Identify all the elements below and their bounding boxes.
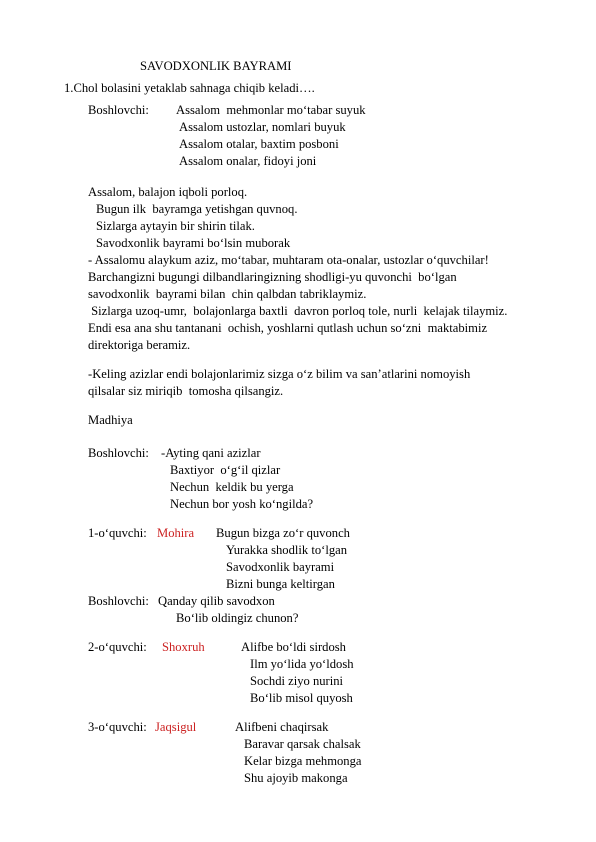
speaker-label: 1-o‘quvchi:: [88, 526, 147, 540]
speech-line: -Keling azizlar endi bolajonlarimiz sizga o‘z bilim va san’atlarini nomoyish: [88, 367, 471, 381]
speech-line: direktoriga beramiz.: [88, 338, 191, 352]
speech-line: Barchangizni bugungi dilbandlaringizning shodligi-yu quvonchi bo‘lgan: [88, 270, 457, 284]
poem-line: Alifbeni chaqirsak: [235, 720, 329, 734]
section-heading: Madhiya: [88, 413, 133, 427]
poem-line: Sizlarga aytayin bir shirin tilak.: [96, 219, 255, 233]
speaker-label: 2-o‘quvchi:: [88, 640, 147, 654]
poem-line: Savodxonlik bayrami bo‘lsin muborak: [96, 236, 291, 250]
speaker-label: Boshlovchi:: [88, 446, 149, 460]
poem-line: Shu ajoyib makonga: [244, 771, 348, 785]
poem-line: Assalom mehmonlar mo‘tabar suyuk: [176, 103, 366, 117]
poem-line: Bizni bunga keltirgan: [226, 577, 335, 591]
poem-line: Alifbe bo‘ldi sirdosh: [241, 640, 346, 654]
poem-line: Assalom onalar, fidoyi joni: [179, 154, 317, 168]
document-title: SAVODXONLIK BAYRAMI: [140, 59, 292, 73]
speech-line: - Assalomu alaykum aziz, mo‘tabar, muhtaram ota-onalar, ustozlar o‘quvchilar!: [88, 253, 489, 267]
poem-line: Baravar qarsak chalsak: [244, 737, 361, 751]
poem-line: Assalom ustozlar, nomlari buyuk: [179, 120, 346, 134]
poem-line: -Ayting qani azizlar: [161, 446, 261, 460]
speaker-label: 3-o‘quvchi:: [88, 720, 147, 734]
student-name: Shoxruh: [162, 640, 205, 654]
poem-line: Nechun keldik bu yerga: [170, 480, 294, 494]
poem-line: Assalom, balajon iqboli porloq.: [88, 185, 248, 199]
poem-line: Bo‘lib oldingiz chunon?: [176, 611, 299, 625]
stage-direction: 1.Chol bolasini yetaklab sahnaga chiqib keladi….: [64, 81, 315, 95]
poem-line: Baxtiyor o‘g‘il qizlar: [170, 463, 281, 477]
poem-line: Yurakka shodlik to‘lgan: [226, 543, 348, 557]
poem-line: Qanday qilib savodxon: [158, 594, 275, 608]
poem-line: Bo‘lib misol quyosh: [250, 691, 353, 705]
speaker-label: Boshlovchi:: [88, 103, 149, 117]
poem-line: Ilm yo‘lida yo‘ldosh: [250, 657, 354, 671]
speech-line: Endi esa ana shu tantanani ochish, yoshlarni qutlash uchun so‘zni maktabimiz: [88, 321, 488, 335]
poem-line: Bugun bizga zo‘r quvonch: [216, 526, 350, 540]
speaker-label: Boshlovchi:: [88, 594, 149, 608]
speech-line: Sizlarga uzoq-umr, bolajonlarga baxtli davron porloq tole, nurli kelajak tilaymiz.: [88, 304, 508, 318]
student-name: Mohira: [157, 526, 195, 540]
speech-line: qilsalar siz miriqib tomosha qilsangiz.: [88, 384, 284, 398]
poem-line: Nechun bor yosh ko‘ngilda?: [170, 497, 314, 511]
speech-line: savodxonlik bayrami bilan chin qalbdan tabriklaymiz.: [88, 287, 367, 301]
poem-line: Sochdi ziyo nurini: [250, 674, 344, 688]
poem-line: Bugun ilk bayramga yetishgan quvnoq.: [96, 202, 298, 216]
student-name: Jaqsigul: [155, 720, 197, 734]
poem-line: Kelar bizga mehmonga: [244, 754, 362, 768]
poem-line: Savodxonlik bayrami: [226, 560, 335, 574]
poem-line: Assalom otalar, baxtim posboni: [179, 137, 339, 151]
